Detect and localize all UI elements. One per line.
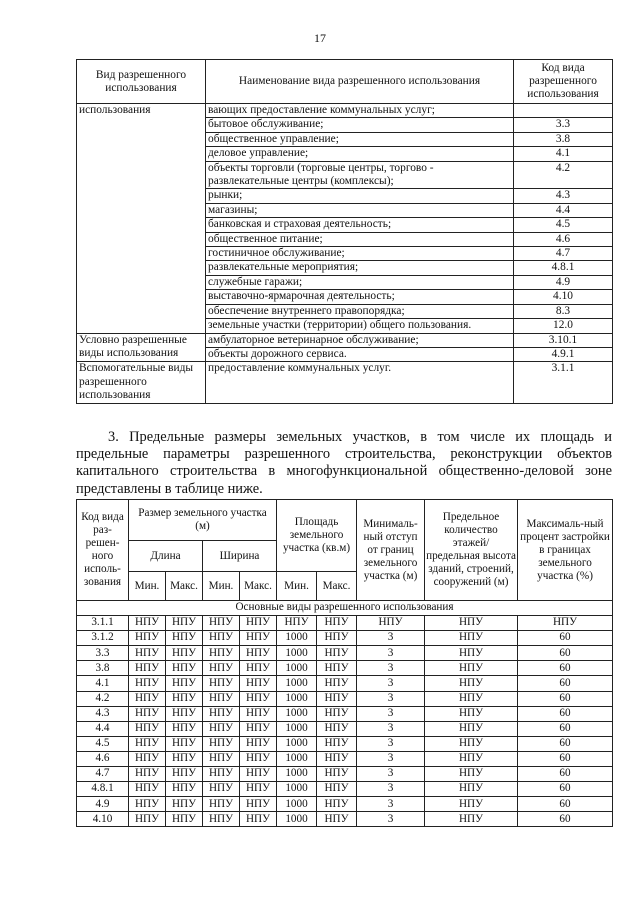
use-code-cell: 12.0 (514, 319, 613, 333)
value-cell: НПУ (166, 646, 203, 661)
table-row (77, 676, 613, 691)
value-cell: 3 (357, 812, 425, 827)
value-cell: НПУ (203, 736, 240, 751)
use-name-cell: банковская и страховая деятельность; (206, 218, 514, 232)
value-cell: 3 (357, 751, 425, 766)
value-cell: НПУ (317, 812, 357, 827)
value-cell: НПУ (203, 782, 240, 797)
value-cell: НПУ (203, 661, 240, 676)
value-cell: НПУ (317, 616, 357, 631)
value-cell: НПУ (317, 691, 357, 706)
value-cell: НПУ (166, 751, 203, 766)
use-code-cell: 4.2 (77, 691, 129, 706)
value-cell: НПУ (317, 676, 357, 691)
value-cell: НПУ (129, 736, 166, 751)
header-width-min: Мин. (203, 572, 240, 601)
value-cell: 1000 (277, 661, 317, 676)
value-cell: 60 (518, 812, 613, 827)
limits-table (76, 499, 613, 827)
paragraph-3: 3. Предельные размеры земельных участков, в том числе их площадь и предельные параметры разрешенного строительства, реконструкции объектов капитального строительства в многофункциональной общественно-деловой зоне представлены в таблице ниже. (76, 429, 612, 497)
use-code-cell: 4.3 (514, 189, 613, 203)
use-code-cell: 4.2 (514, 161, 613, 189)
value-cell: НПУ (129, 797, 166, 812)
value-cell: НПУ (203, 646, 240, 661)
value-cell: 1000 (277, 676, 317, 691)
value-cell: НПУ (129, 812, 166, 827)
use-name-cell: вающих предоставление коммунальных услуг; (206, 104, 514, 118)
value-cell: НПУ (425, 797, 518, 812)
value-cell: 3 (357, 691, 425, 706)
page-number: 17 (314, 31, 326, 45)
value-cell: 60 (518, 736, 613, 751)
value-cell: НПУ (203, 706, 240, 721)
header-min-setback: Минималь-ный отступ от границ земельного участка (м) (357, 500, 425, 601)
value-cell: НПУ (203, 797, 240, 812)
table-row (77, 812, 613, 827)
value-cell: НПУ (425, 812, 518, 827)
use-code-cell: 4.9.1 (514, 347, 613, 361)
value-cell: 60 (518, 646, 613, 661)
value-cell: НПУ (317, 661, 357, 676)
value-cell: 60 (518, 691, 613, 706)
value-cell: НПУ (240, 812, 277, 827)
value-cell: НПУ (240, 751, 277, 766)
value-cell: НПУ (240, 782, 277, 797)
use-code-cell: 3.1.1 (77, 616, 129, 631)
value-cell: НПУ (129, 706, 166, 721)
value-cell: НПУ (129, 782, 166, 797)
table-row (77, 706, 613, 721)
value-cell: НПУ (240, 646, 277, 661)
header-length-min: Мин. (129, 572, 166, 601)
value-cell: НПУ (203, 631, 240, 646)
value-cell: НПУ (317, 631, 357, 646)
value-cell: НПУ (240, 767, 277, 782)
value-cell: НПУ (240, 797, 277, 812)
value-cell: НПУ (240, 721, 277, 736)
table-row (77, 767, 613, 782)
value-cell: НПУ (425, 646, 518, 661)
table-row (77, 736, 613, 751)
value-cell: 60 (518, 631, 613, 646)
use-code-cell: 4.5 (514, 218, 613, 232)
use-code-cell (514, 104, 613, 118)
value-cell: НПУ (317, 646, 357, 661)
use-code-cell: 4.6 (77, 751, 129, 766)
use-name-cell: общественное питание; (206, 232, 514, 246)
table-row (77, 661, 613, 676)
table-row (77, 631, 613, 646)
use-code-cell: 4.7 (514, 247, 613, 261)
value-cell: НПУ (203, 751, 240, 766)
use-code-cell: 8.3 (514, 304, 613, 318)
value-cell: НПУ (203, 616, 240, 631)
value-cell: НПУ (425, 631, 518, 646)
value-cell: НПУ (203, 812, 240, 827)
value-cell: НПУ (425, 661, 518, 676)
value-cell: НПУ (129, 691, 166, 706)
value-cell: 60 (518, 676, 613, 691)
value-cell: НПУ (129, 631, 166, 646)
value-cell: 1000 (277, 782, 317, 797)
permitted-uses-body (77, 104, 613, 404)
value-cell: НПУ (166, 691, 203, 706)
table-row (77, 104, 613, 118)
value-cell: 1000 (277, 646, 317, 661)
value-cell: НПУ (425, 751, 518, 766)
value-cell: НПУ (240, 661, 277, 676)
use-code-cell: 4.5 (77, 736, 129, 751)
value-cell: НПУ (240, 616, 277, 631)
table-row (77, 646, 613, 661)
value-cell: НПУ (129, 616, 166, 631)
table-row (77, 362, 613, 403)
value-cell: НПУ (129, 751, 166, 766)
value-cell: НПУ (518, 616, 613, 631)
table-row (77, 616, 613, 631)
use-code-cell: 3.10.1 (514, 333, 613, 347)
value-cell: НПУ (240, 676, 277, 691)
value-cell: НПУ (425, 616, 518, 631)
limits-body (77, 601, 613, 827)
header-max-percent: Максималь-ный процент застройки в границах земельного участка (%) (518, 500, 613, 601)
value-cell: 1000 (277, 736, 317, 751)
use-name-cell: предоставление коммунальных услуг. (206, 362, 514, 403)
value-cell: 3 (357, 721, 425, 736)
value-cell: НПУ (425, 691, 518, 706)
value-cell: НПУ (425, 767, 518, 782)
value-cell: 3 (357, 661, 425, 676)
value-cell: НПУ (357, 616, 425, 631)
header-use-type: Вид разрешенного использования (77, 60, 206, 104)
value-cell: НПУ (203, 676, 240, 691)
value-cell: НПУ (425, 736, 518, 751)
use-code-cell: 3.1.2 (77, 631, 129, 646)
use-code-cell: 4.10 (514, 290, 613, 304)
value-cell: 3 (357, 676, 425, 691)
use-code-cell: 4.9 (514, 275, 613, 289)
value-cell: 1000 (277, 721, 317, 736)
value-cell: НПУ (166, 797, 203, 812)
value-cell: 3 (357, 736, 425, 751)
value-cell: НПУ (317, 736, 357, 751)
use-code-cell: 4.6 (514, 232, 613, 246)
value-cell: НПУ (129, 661, 166, 676)
value-cell: 1000 (277, 812, 317, 827)
use-name-cell: гостиничное обслуживание; (206, 247, 514, 261)
value-cell: 1000 (277, 691, 317, 706)
use-name-cell: бытовое обслуживание; (206, 118, 514, 132)
header-length: Длина (129, 541, 203, 572)
use-code-cell: 3.8 (514, 132, 613, 146)
value-cell: НПУ (166, 661, 203, 676)
header-floors: Предельное количество этажей/ предельная высота зданий, строений, сооружений (м) (425, 500, 518, 601)
value-cell: 3 (357, 782, 425, 797)
value-cell: 1000 (277, 767, 317, 782)
value-cell: 60 (518, 661, 613, 676)
use-code-cell: 3.3 (77, 646, 129, 661)
header-code: Код вида раз-решен-ного исполь-зования (77, 500, 129, 601)
use-code-cell: 4.8.1 (77, 782, 129, 797)
use-name-cell: деловое управление; (206, 147, 514, 161)
value-cell: НПУ (425, 721, 518, 736)
table-row (77, 721, 613, 736)
use-type-cell: Условно разрешенные виды использования (77, 333, 206, 362)
value-cell: 1000 (277, 631, 317, 646)
value-cell: НПУ (425, 676, 518, 691)
use-code-cell: 4.4 (514, 203, 613, 217)
use-name-cell: объекты торговли (торговые центры, торгово - развлекательные центры (комплексы); (206, 161, 514, 189)
header-width: Ширина (203, 541, 277, 572)
value-cell: 3 (357, 631, 425, 646)
table-row (77, 333, 613, 347)
value-cell: НПУ (240, 691, 277, 706)
header-width-max: Макс. (240, 572, 277, 601)
value-cell: НПУ (317, 706, 357, 721)
use-code-cell: 4.1 (514, 147, 613, 161)
header-use-code: Код вида разрешенного использования (514, 60, 613, 104)
header-area-max: Макс. (317, 572, 357, 601)
use-name-cell: магазины; (206, 203, 514, 217)
value-cell: 60 (518, 782, 613, 797)
use-name-cell: выставочно-ярмарочная деятельность; (206, 290, 514, 304)
value-cell: НПУ (166, 616, 203, 631)
value-cell: 60 (518, 721, 613, 736)
section-title: Основные виды разрешенного использования (77, 601, 613, 616)
value-cell: НПУ (240, 736, 277, 751)
table-row (77, 751, 613, 766)
value-cell: НПУ (317, 782, 357, 797)
use-code-cell: 4.9 (77, 797, 129, 812)
value-cell: НПУ (203, 691, 240, 706)
value-cell: НПУ (425, 782, 518, 797)
header-plot-size: Размер земельного участка (м) (129, 500, 277, 541)
value-cell: НПУ (317, 767, 357, 782)
value-cell: 3 (357, 797, 425, 812)
use-type-cell: использования (77, 104, 206, 334)
value-cell: 1000 (277, 751, 317, 766)
use-code-cell: 4.4 (77, 721, 129, 736)
value-cell: 1000 (277, 797, 317, 812)
value-cell: НПУ (166, 736, 203, 751)
value-cell: 3 (357, 767, 425, 782)
table-row (77, 782, 613, 797)
value-cell: 3 (357, 646, 425, 661)
use-code-cell: 4.8.1 (514, 261, 613, 275)
value-cell: НПУ (166, 631, 203, 646)
value-cell: НПУ (166, 706, 203, 721)
value-cell: НПУ (166, 767, 203, 782)
use-type-cell: Вспомогательные виды разрешенного использования (77, 362, 206, 403)
value-cell: НПУ (129, 646, 166, 661)
value-cell: НПУ (129, 676, 166, 691)
value-cell: 3 (357, 706, 425, 721)
use-code-cell: 4.7 (77, 767, 129, 782)
use-name-cell: земельные участки (территории) общего пользования. (206, 319, 514, 333)
value-cell: 60 (518, 751, 613, 766)
value-cell: 60 (518, 797, 613, 812)
value-cell: НПУ (166, 812, 203, 827)
use-name-cell: объекты дорожного сервиса. (206, 347, 514, 361)
value-cell: НПУ (129, 767, 166, 782)
table-row (77, 797, 613, 812)
value-cell: НПУ (317, 751, 357, 766)
header-length-max: Макс. (166, 572, 203, 601)
use-name-cell: обеспечение внутреннего правопорядка; (206, 304, 514, 318)
header-use-name: Наименование вида разрешенного использования (206, 60, 514, 104)
use-code-cell: 3.3 (514, 118, 613, 132)
use-code-cell: 4.3 (77, 706, 129, 721)
use-name-cell: рынки; (206, 189, 514, 203)
use-name-cell: служебные гаражи; (206, 275, 514, 289)
value-cell: НПУ (203, 767, 240, 782)
value-cell: НПУ (277, 616, 317, 631)
value-cell: НПУ (129, 721, 166, 736)
use-name-cell: общественное управление; (206, 132, 514, 146)
use-code-cell: 3.8 (77, 661, 129, 676)
value-cell: 1000 (277, 706, 317, 721)
value-cell: НПУ (425, 706, 518, 721)
value-cell: НПУ (317, 721, 357, 736)
use-code-cell: 4.1 (77, 676, 129, 691)
value-cell: НПУ (166, 782, 203, 797)
value-cell: НПУ (240, 706, 277, 721)
table-row (77, 691, 613, 706)
value-cell: НПУ (317, 797, 357, 812)
permitted-uses-table (76, 59, 613, 404)
header-area: Площадь земельного участка (кв.м) (277, 500, 357, 572)
value-cell: 60 (518, 767, 613, 782)
use-name-cell: развлекательные мероприятия; (206, 261, 514, 275)
value-cell: НПУ (240, 631, 277, 646)
value-cell: 60 (518, 706, 613, 721)
value-cell: НПУ (166, 721, 203, 736)
use-name-cell: амбулаторное ветеринарное обслуживание; (206, 333, 514, 347)
use-code-cell: 4.10 (77, 812, 129, 827)
value-cell: НПУ (166, 676, 203, 691)
use-code-cell: 3.1.1 (514, 362, 613, 403)
header-area-min: Мин. (277, 572, 317, 601)
value-cell: НПУ (203, 721, 240, 736)
